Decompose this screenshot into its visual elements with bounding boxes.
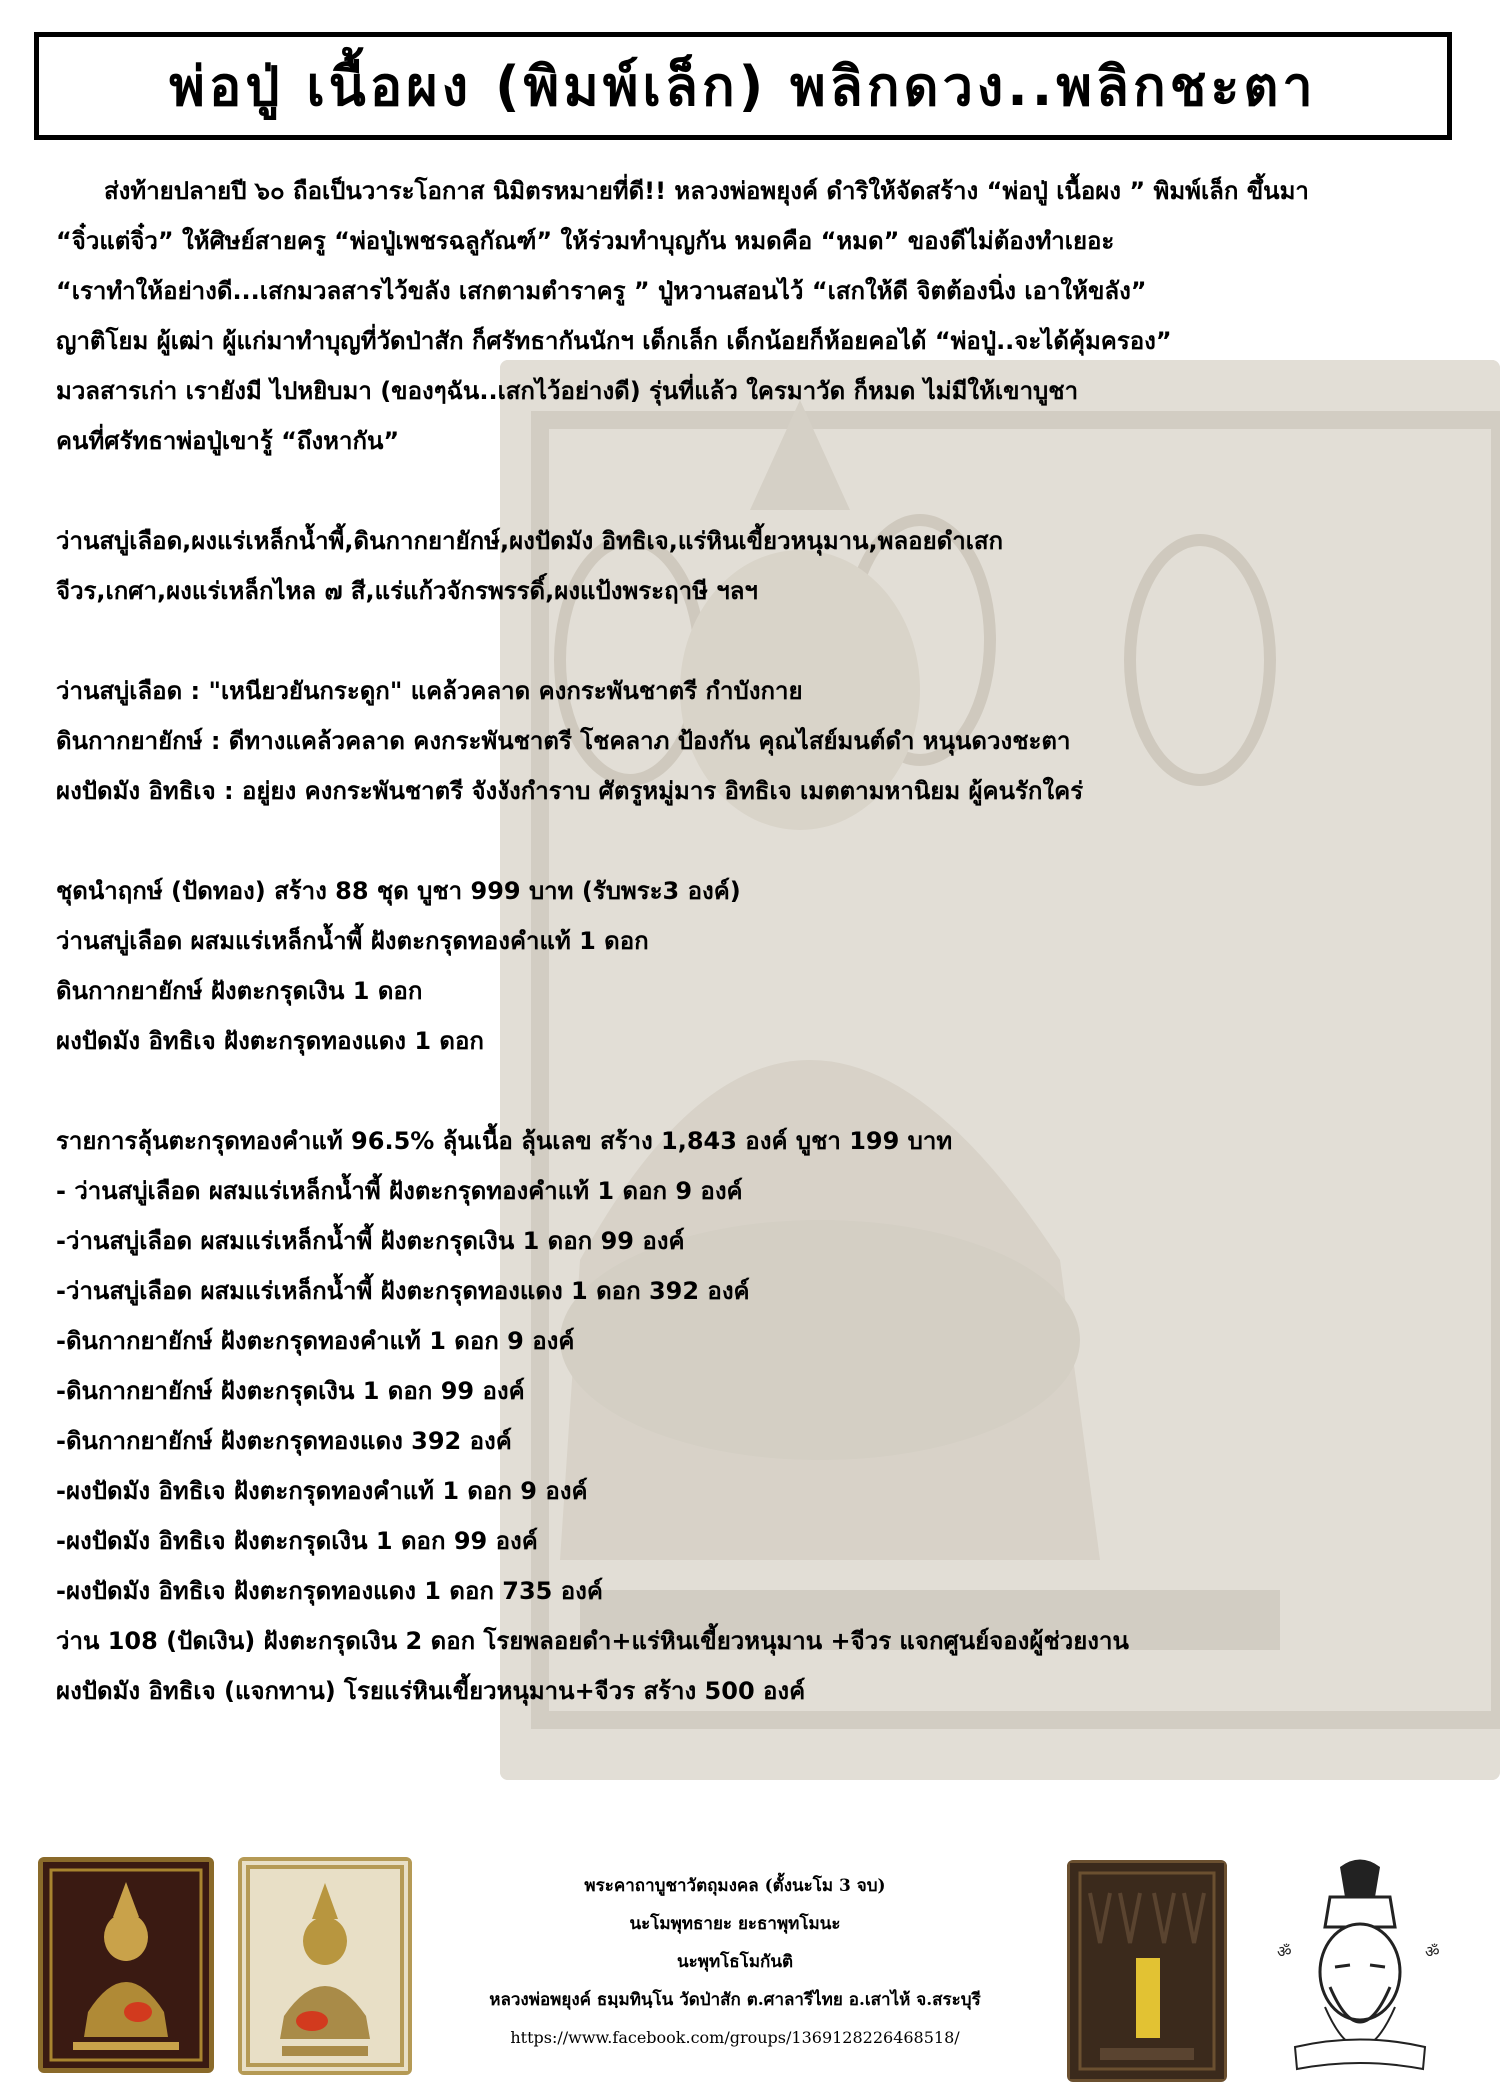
- intro-line: ญาติโยม ผู้เฒ่า ผู้แก่มาทำบุญที่วัดป่าสัก ก็ศรัทธากันนักฯ เด็กเล็ก เด็กน้อยก็ห้อยคอได้ “พ่อปู่..จะได้คุ้มครอง”: [56, 327, 1172, 355]
- property-line: ว่านสบู่เลือด : "เหนียวยันกระดูก" แคล้วคลาด คงกระพันชาตรี กำบังกาย: [56, 677, 803, 705]
- materials-line: ว่านสบู่เลือด,ผงแร่เหล็กน้ำพี้,ดินกากยายักษ์,ผงปัดมัง อิทธิเจ,แร่หินเขี้ยวหนุมาน,พลอยดำเสก: [56, 527, 1004, 555]
- lottery-line: รายการลุ้นตะกรุดทองคำแท้ 96.5% ลุ้นเนื้อ ลุ้นเลข สร้าง 1,843 องค์ บูชา 199 บาท: [56, 1127, 953, 1155]
- property-line: ผงปัดมัง อิทธิเจ : อยู่ยง คงกระพันชาตรี จังงังกำราบ ศัตรูหมู่มาร อิทธิเจ เมตตามหานิยม ผู้คนรักใคร่: [56, 777, 1084, 805]
- hermit-logo: [1255, 1857, 1465, 2092]
- set-line: ชุดนำฤกษ์ (ปัดทอง) สร้าง 88 ชุด บูชา 999 บาท (รับพระ3 องค์): [56, 877, 741, 905]
- lottery-line: -ผงปัดมัง อิทธิเจ ฝังตะกรุดเงิน 1 ดอก 99 องค์: [56, 1527, 538, 1555]
- materials-line: จีวร,เกศา,ผงแร่เหล็กไหล ๗ สี,แร่แก้วจักรพรรดิ์,ผงแป้งพระฤาษี ฯลฯ: [56, 577, 758, 605]
- lottery-line: -ดินกากยายักษ์ ฝังตะกรุดทองคำแท้ 1 ดอก 9 องค์: [56, 1327, 575, 1355]
- intro-line: “จิ๋วแต่จิ๋ว” ให้ศิษย์สายครู “พ่อปู่เพชรฉลูกัณฑ์” ให้ร่วมทำบุญกัน หมดคือ “หมด” ของดีไม่ต้องทำเยอะ: [56, 227, 1115, 255]
- footer: [0, 1855, 1500, 2100]
- monk-info: หลวงพ่อพยุงค์ ธมฺมทินฺโน วัดป่าสัก ต.ศาลารีไทย อ.เสาไห้ จ.สระบุรี: [489, 1990, 981, 2010]
- lottery-line: ว่าน 108 (ปัดเงิน) ฝังตะกรุดเงิน 2 ดอก โรยพลอยดำ+แร่หินเขี้ยวหนุมาน +จีวร แจกศูนย์จองผู้ช่วยงาน: [56, 1627, 1129, 1655]
- amulet-photo-back: [1067, 1860, 1227, 2082]
- lottery-line: -ผงปัดมัง อิทธิเจ ฝังตะกรุดทองคำแท้ 1 ดอก 9 องค์: [56, 1477, 588, 1505]
- set-line: ว่านสบู่เลือด ผสมแร่เหล็กน้ำพี้ ฝังตะกรุดทองคำแท้ 1 ดอก: [56, 927, 649, 955]
- prayer-block: [430, 1867, 1040, 2057]
- lottery-line: - ว่านสบู่เลือด ผสมแร่เหล็กน้ำพี้ ฝังตะกรุดทองคำแท้ 1 ดอก 9 องค์: [56, 1177, 743, 1205]
- amulet-photo-light: [238, 1857, 412, 2075]
- set-line: ดินกากยายักษ์ ฝังตะกรุดเงิน 1 ดอก: [56, 977, 423, 1005]
- prayer-title: พระคาถาบูชาวัตถุมงคล (ตั้งนะโม 3 จบ): [584, 1876, 886, 1896]
- intro-line: ส่งท้ายปลายปี ๖๐ ถือเป็นวาระโอกาส นิมิตรหมายที่ดี!! หลวงพ่อพยุงค์ ดำริให้จัดสร้าง “พ่อปู่ เนื้อผง ” พิมพ์เล็ก ขึ้นมา: [104, 177, 1309, 205]
- page-title: พ่อปู่ เนื้อผง (พิมพ์เล็ก) พลิกดวง..พลิกชะตา: [169, 55, 1317, 118]
- lottery-line: -ว่านสบู่เลือด ผสมแร่เหล็กน้ำพี้ ฝังตะกรุดทองแดง 1 ดอก 392 องค์: [56, 1277, 750, 1305]
- prayer-line: นะโมพุทธายะ ยะธาพุทโมนะ: [629, 1914, 841, 1934]
- intro-line: คนที่ศรัทธาพ่อปู่เขารู้ “ถึงหากัน”: [56, 427, 400, 455]
- intro-line: “เราทำให้อย่างดี...เสกมวลสารไว้ขลัง เสกตามตำราครู ” ปู่หวานสอนไว้ “เสกให้ดี จิตต้องนิ่ง เอาให้ขลัง”: [56, 277, 1147, 305]
- lottery-line: -ผงปัดมัง อิทธิเจ ฝังตะกรุดทองแดง 1 ดอก 735 องค์: [56, 1577, 603, 1605]
- facebook-url[interactable]: https://www.facebook.com/groups/1369128226468518/: [510, 2028, 960, 2047]
- svg-text:ॐ: ॐ: [1425, 1942, 1440, 1961]
- lottery-line: -ว่านสบู่เลือด ผสมแร่เหล็กน้ำพี้ ฝังตะกรุดเงิน 1 ดอก 99 องค์: [56, 1227, 685, 1255]
- lottery-line: -ดินกากยายักษ์ ฝังตะกรุดทองแดง 392 องค์: [56, 1427, 512, 1455]
- lottery-line: -ดินกากยายักษ์ ฝังตะกรุดเงิน 1 ดอก 99 องค์: [56, 1377, 525, 1405]
- svg-text:ॐ: ॐ: [1277, 1942, 1292, 1961]
- title-box: [34, 32, 1452, 140]
- main-text: [56, 166, 1476, 1716]
- property-line: ดินกากยายักษ์ : ดีทางแคล้วคลาด คงกระพันชาตรี โชคลาภ ป้องกัน คุณไสย์มนต์ดำ หนุนดวงชะตา: [56, 727, 1071, 755]
- intro-line: มวลสารเก่า เรายังมี ไปหยิบมา (ของๆฉัน..เสกไว้อย่างดี) รุ่นที่แล้ว ใครมาวัด ก็หมด ไม่มีให้เขาบูชา: [56, 377, 1079, 405]
- amulet-photo-dark: [38, 1857, 214, 2073]
- set-line: ผงปัดมัง อิทธิเจ ฝังตะกรุดทองแดง 1 ดอก: [56, 1027, 484, 1055]
- prayer-line: นะพุทโธโมกันติ: [677, 1952, 793, 1972]
- lottery-line: ผงปัดมัง อิทธิเจ (แจกทาน) โรยแร่หินเขี้ยวหนุมาน+จีวร สร้าง 500 องค์: [56, 1677, 806, 1705]
